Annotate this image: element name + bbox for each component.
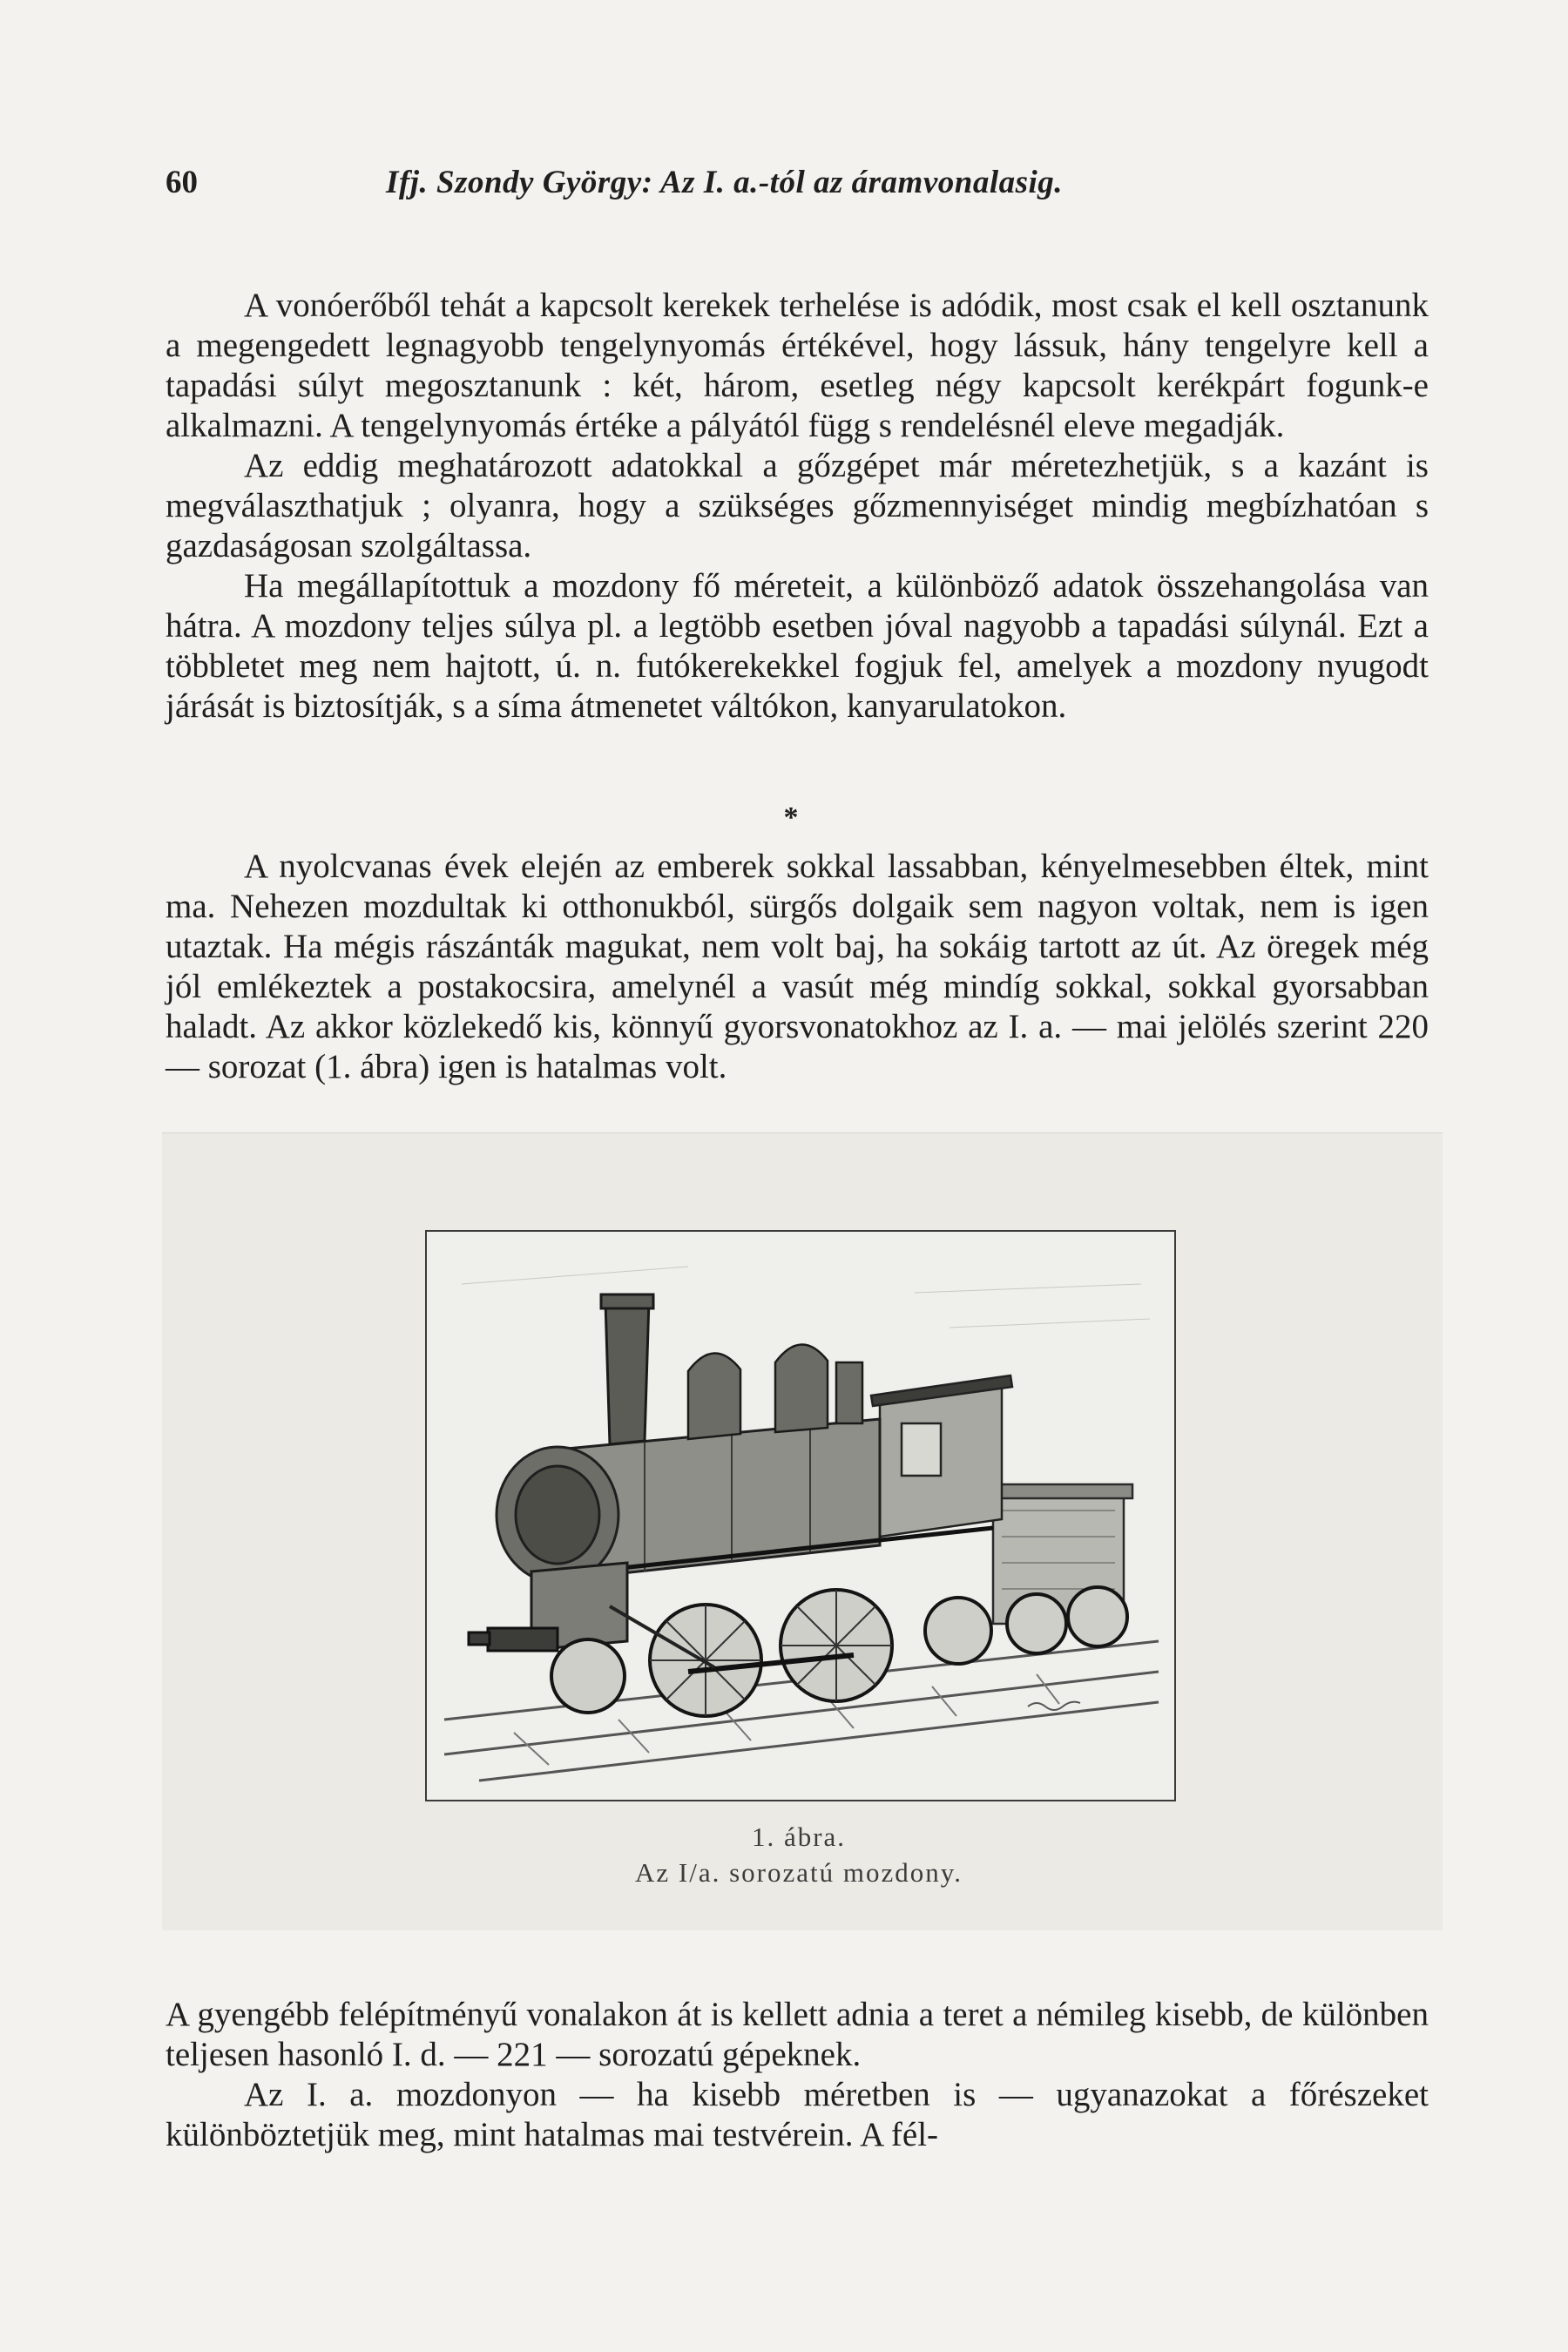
paragraph: A gyengébb felépítményű vonalakon át is kellett adnia a teret a némileg kisebb, de különben teljesen hasonló I. d. — 221 — sorozatú gépeknek. (166, 1996, 1429, 2073)
running-header (166, 164, 1437, 207)
text-block-eighties (166, 847, 1429, 1087)
paragraph: Az I. a. mozdonyon — ha kisebb méretben is — ugyanazokat a főrészeket különböztetjük meg, mint hatalmas mai testvérein. A fél- (166, 2076, 1429, 2153)
paragraph: A nyolcvanas évek elején az emberek sokkal lassabban, kényelmesebben éltek, mint ma. Nehezen mozdultak ki otthonukból, sürgős dolgaik sem nagyon voltak, nem is igen utaztak. Ha mégis rászánták magukat, nem volt baj, ha sokáig tartott az út. Az öregek még jól emlékeztek a postakocsira, amelynél a vasút még mindíg sokkal, sokkal gyorsabban haladt. Az akkor közlekedő kis, könnyű gyorsvonatokhoz az I. a. — mai jelölés szerint 220 — sorozat (1. ábra) igen is hatalmas volt. (166, 848, 1429, 1085)
paragraph: Az eddig meghatározott adatokkal a gőzgépet már méretezhetjük, s a kazánt is megválaszthatjuk ; olyanra, hogy a szükséges gőzmennyiséget mindig megbízhatóan s gazdaságosan szolgáltassa. (166, 447, 1429, 564)
locomotive-illustration (425, 1230, 1176, 1801)
text-block-locomotive-design (166, 286, 1429, 727)
paragraph: A vonóerőből tehát a kapcsolt kerekek terhelése is adódik, most csak el kell osztanunk a megengedett legnagyobb tengelynyomás értékével, hogy lássuk, hány tengelyre kell a tapadási súlyt megosztanunk : két, három, esetleg négy kapcsolt kerékpárt fogunk-e alkalmazni. A tengelynyomás értéke a pályától függ s rendelésnél eleve megadják. (166, 287, 1429, 444)
page-number: 60 (166, 165, 198, 200)
figure-caption: Az I/a. sorozatú mozdony. (635, 1857, 963, 1888)
running-title: Ifj. Szondy György: Az I. a.-tól az áramvonalasig. (386, 165, 1064, 200)
figure-number: 1. ábra. (751, 1821, 847, 1852)
text-block-smaller-lines (166, 1995, 1429, 2155)
section-separator: * (783, 801, 799, 834)
paragraph: Ha megállapítottuk a mozdony fő méreteit, a különböző adatok összehangolása van hátra. A mozdony teljes súlya pl. a legtöbb esetben jóval nagyobb a tapadási súlynál. Ezt a többletet meg nem hajtott, ú. n. futókerekekkel fogjuk fel, amelyek a mozdony nyugodt járását is biztosítják, s a síma átmenetet váltókon, kanyarulatokon. (166, 567, 1429, 725)
